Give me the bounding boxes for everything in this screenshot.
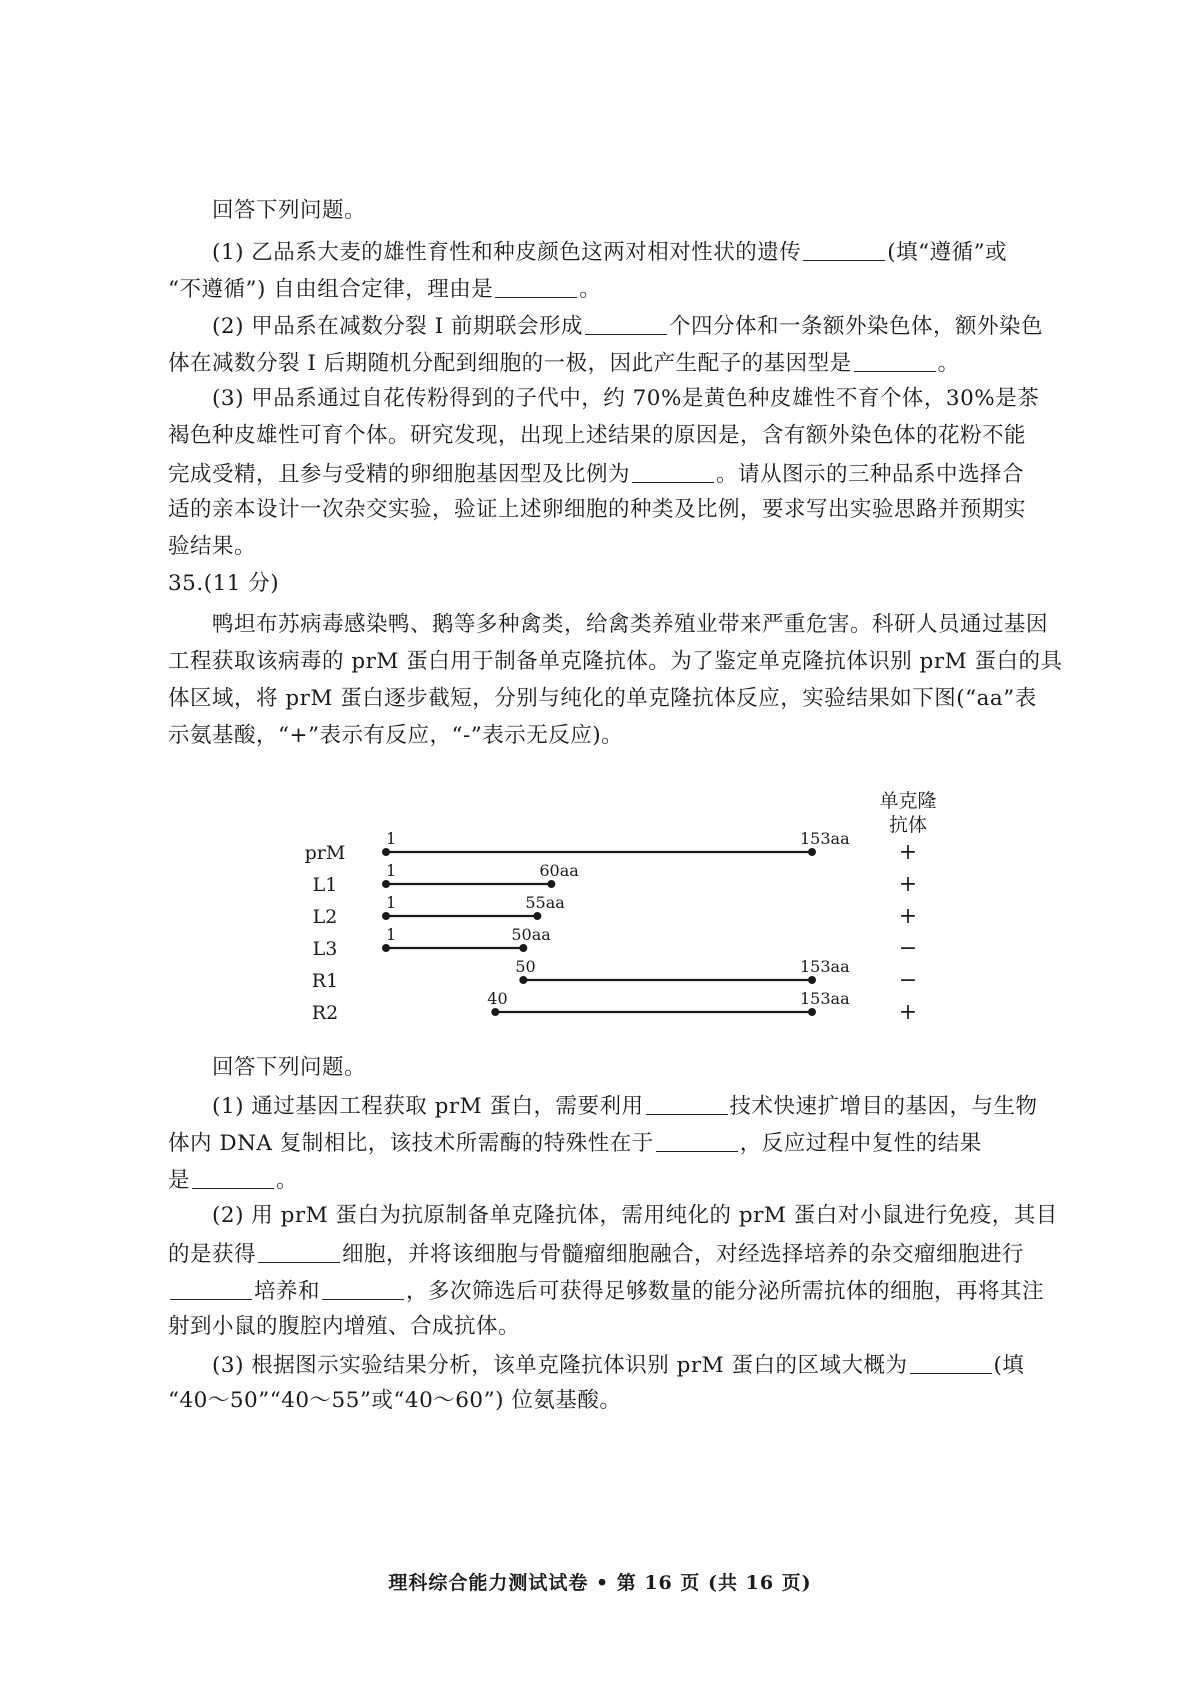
- segment-end-label-prm: 153aa: [800, 829, 850, 848]
- segment-end-label-l3: 50aa: [511, 925, 551, 944]
- row-label-l3: L3: [312, 938, 338, 960]
- answer-blank[interactable]: [258, 1242, 340, 1263]
- answer-prompt-2: 回答下列问题。: [212, 1055, 367, 1080]
- segment-end-dot-r1: [808, 976, 816, 984]
- segment-start-label-l1: 1: [386, 861, 397, 880]
- question-3-line-4: 适的亲本设计一次杂交实验，验证上述卵细胞的种类及比例，要求写出实验思路并预期实: [168, 497, 1027, 522]
- question-1-line-2: “不遵循”) 自由组合定律，理由是 。: [168, 277, 602, 302]
- part2-question-2-line-2: 的是获得 细胞，并将该细胞与骨髓瘤细胞融合，对经选择培养的杂交瘤细胞进行: [168, 1242, 1025, 1267]
- row-label-prm: prM: [304, 842, 346, 864]
- segment-start-label-r2: 40: [487, 989, 508, 1008]
- segment-start-dot-prm: [382, 848, 390, 856]
- segment-end-label-l1: 60aa: [539, 861, 579, 880]
- part2-question-1-line-1: (1) 通过基因工程获取 prM 蛋白，需要利用 技术快速扩增目的基因，与生物: [212, 1094, 1038, 1119]
- part2-question-2-line-1: (2) 用 prM 蛋白为抗原制备单克隆抗体，需用纯化的 prM 蛋白对小鼠进行免疫，其目: [212, 1203, 1058, 1228]
- part2-question-2-line-4: 射到小鼠的腹腔内增殖、合成抗体。: [168, 1314, 521, 1339]
- segment-start-label-prm: 1: [386, 829, 397, 848]
- reaction-result-l3: −: [898, 936, 918, 961]
- segment-end-dot-r2: [808, 1008, 816, 1016]
- question-3-line-5: 验结果。: [168, 534, 257, 559]
- segment-start-dot-r1: [519, 976, 527, 984]
- row-label-r2: R2: [311, 1002, 339, 1024]
- part2-question-1-line-3: 是 。: [168, 1168, 299, 1193]
- segment-end-dot-l1: [547, 880, 555, 888]
- row-label-l1: L1: [312, 874, 338, 896]
- question-3-line-3: 完成受精，且参与受精的卵细胞基因型及比例为 。请从图示的三种品系中选择合: [168, 462, 1025, 487]
- antibody-header-line-1: 单克隆: [879, 790, 937, 812]
- reaction-result-r2: +: [898, 1000, 918, 1025]
- row-label-r1: R1: [311, 970, 339, 992]
- question-1-line-1: (1) 乙品系大麦的雄性育性和种皮颜色这两对相对性状的遗传 (填“遵循”或: [212, 240, 1008, 265]
- question-35-text-line-1: 鸭坦布苏病毒感染鸭、鹅等多种禽类，给禽类养殖业带来严重危害。科研人员通过基因: [212, 612, 1049, 637]
- answer-blank[interactable]: [322, 1279, 404, 1300]
- answer-blank[interactable]: [170, 1279, 252, 1300]
- segment-end-label-r1: 153aa: [800, 957, 850, 976]
- segment-start-dot-r2: [491, 1008, 499, 1016]
- part2-question-1-line-2: 体内 DNA 复制相比，该技术所需酶的特殊性在于 ，反应过程中复性的结果: [168, 1131, 982, 1156]
- answer-blank[interactable]: [646, 1094, 728, 1115]
- reaction-result-r1: −: [898, 968, 918, 993]
- page-footer: 理科综合能力测试试卷 • 第 16 页 (共 16 页): [388, 1572, 812, 1594]
- question-35-text-line-3: 体区域，将 prM 蛋白逐步截短，分别与纯化的单克隆抗体反应，实验结果如下图(“aa”表: [168, 686, 1037, 711]
- segment-end-dot-l2: [533, 912, 541, 920]
- part2-question-3-line-1: (3) 根据图示实验结果分析，该单克隆抗体识别 prM 蛋白的区域大概为 (填: [212, 1353, 1025, 1378]
- segment-end-label-r2: 153aa: [800, 989, 850, 1008]
- question-3-line-1: (3) 甲品系通过自花传粉得到的子代中，约 70%是黄色种皮雄性不育个体，30%是茶: [212, 386, 1040, 411]
- segment-start-dot-l1: [382, 880, 390, 888]
- segment-start-label-l3: 1: [386, 925, 397, 944]
- part2-question-2-line-3: 培养和 ，多次筛选后可获得足够数量的能分泌所需抗体的细胞，再将其注: [168, 1279, 1044, 1303]
- answer-blank[interactable]: [192, 1168, 274, 1189]
- antibody-header-line-2: 抗体: [888, 814, 928, 836]
- question-2-line-1: (2) 甲品系在减数分裂 I 前期联会形成 个四分体和一条额外染色体，额外染色: [212, 314, 1043, 339]
- answer-prompt: 回答下列问题。: [212, 198, 367, 223]
- segment-start-dot-l2: [382, 912, 390, 920]
- row-label-l2: L2: [312, 906, 338, 928]
- part2-question-3-line-2: “40～50”“40～55”或“40～60”) 位氨基酸。: [168, 1388, 622, 1413]
- reaction-result-prm: +: [898, 840, 918, 865]
- segment-end-dot-prm: [808, 848, 816, 856]
- question-35-text-line-2: 工程获取该病毒的 prM 蛋白用于制备单克隆抗体。为了鉴定单克隆抗体识别 prM 蛋白的具: [168, 649, 1063, 674]
- segment-start-label-r1: 50: [515, 957, 536, 976]
- question-35-text-line-4: 示氨基酸，“+”表示有反应，“-”表示无反应)。: [168, 723, 624, 748]
- segment-end-label-l2: 55aa: [525, 893, 565, 912]
- answer-blank[interactable]: [656, 1131, 738, 1152]
- answer-blank[interactable]: [910, 1353, 992, 1374]
- question-3-line-2: 褐色种皮雄性可育个体。研究发现，出现上述结果的原因是，含有额外染色体的花粉不能: [168, 423, 1027, 448]
- question-35-heading: 35.(11 分): [168, 571, 280, 596]
- reaction-result-l2: +: [898, 904, 918, 929]
- segment-start-dot-l3: [382, 944, 390, 952]
- segment-end-dot-l3: [519, 944, 527, 952]
- segment-start-label-l2: 1: [386, 893, 397, 912]
- question-2-line-2: 体在减数分裂 I 后期随机分配到细胞的一极，因此产生配子的基因型是 。: [168, 351, 960, 376]
- reaction-result-l1: +: [898, 872, 918, 897]
